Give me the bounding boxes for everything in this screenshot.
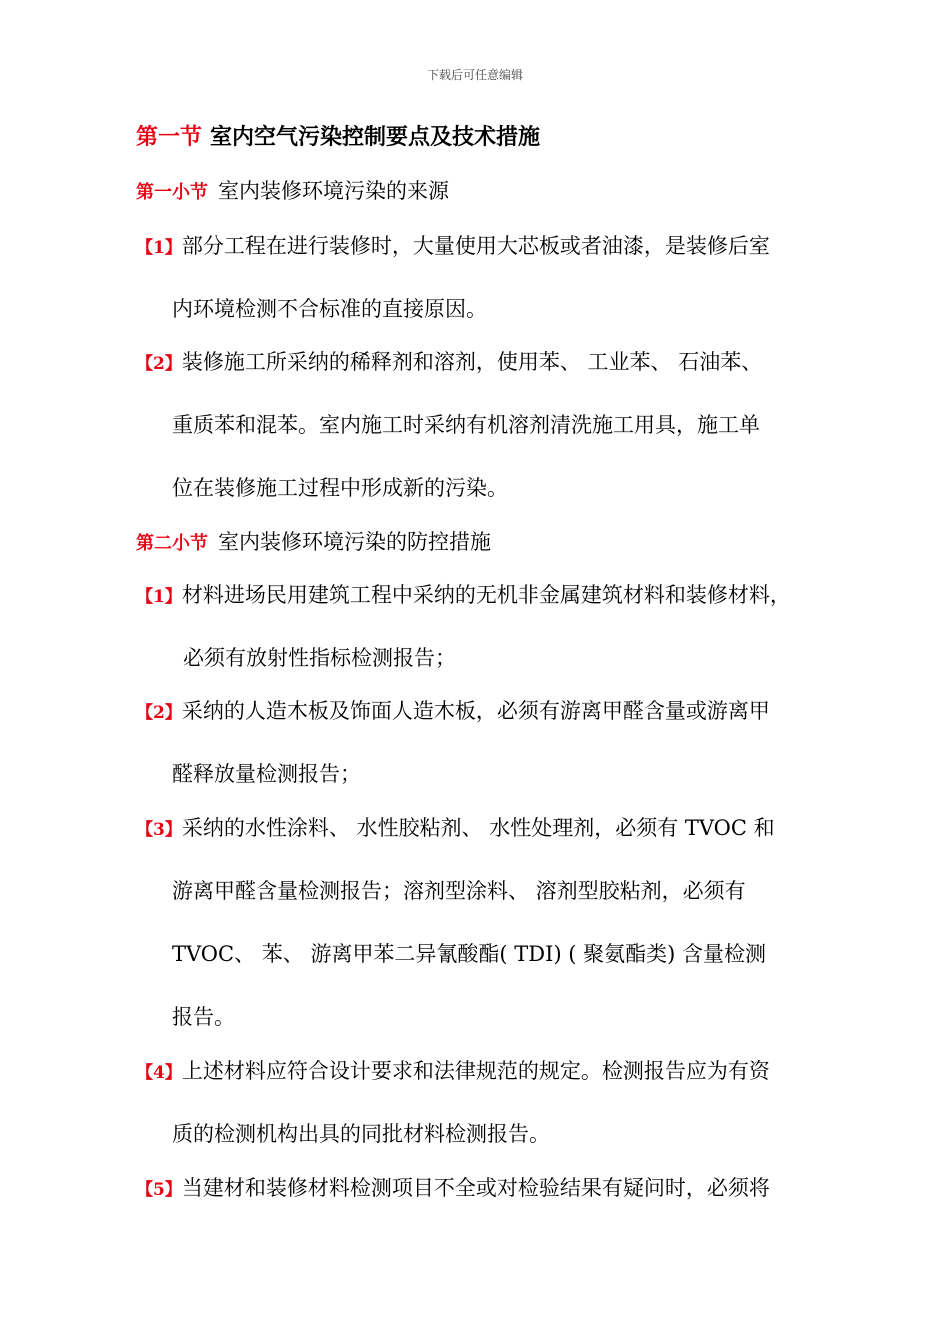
item-text-continued: 报告。 <box>172 1005 235 1029</box>
item-text-continued: 内环境检测不合标准的直接原因。 <box>172 297 487 321</box>
item-text: 采纳的人造木板及饰面人造木板，必须有游离甲醛含量或游离甲 <box>181 699 770 723</box>
item-text-continued: TVOC、 苯、 游离甲苯二异氰酸酯( TDI) ( 聚氨酯类) 含量检测 <box>172 942 767 966</box>
item-number: 【5】 <box>136 1180 182 1200</box>
subsection-heading <box>136 527 491 559</box>
item-text: 当建材和装修材料检测项目不全或对检验结果有疑问时，必须将 <box>181 1176 770 1200</box>
list-item <box>136 1056 770 1088</box>
subsection-title: 室内装修环境污染的防控措施 <box>218 530 491 554</box>
item-text-continued: 质的检测机构出具的同批材料检测报告。 <box>172 1122 550 1146</box>
item-text-continued: 位在装修施工过程中形成新的污染。 <box>172 476 508 500</box>
list-item <box>136 580 791 612</box>
item-text-continued: 游离甲醛含量检测报告；溶剂型涂料、 溶剂型胶粘剂，必须有 <box>172 879 746 903</box>
item-text-continued: 必须有放射性指标检测报告； <box>183 646 456 670</box>
item-text-continued: 醛释放量检测报告； <box>172 762 361 786</box>
section-heading <box>136 122 540 152</box>
item-number: 【1】 <box>136 587 182 607</box>
item-number: 【2】 <box>136 354 182 374</box>
item-number: 【4】 <box>136 1063 182 1083</box>
section-number: 第一节 <box>136 124 203 150</box>
item-text: 装修施工所采纳的稀释剂和溶剂，使用苯、 工业苯、 石油苯、 <box>181 350 763 374</box>
item-text: 上述材料应符合设计要求和法律规范的规定。检测报告应为有资 <box>181 1059 770 1083</box>
subsection-heading <box>136 176 449 208</box>
item-number: 【1】 <box>136 238 182 258</box>
list-item <box>136 813 775 845</box>
subsection-number: 第二小节 <box>136 533 208 554</box>
item-text-continued: 重质苯和混苯。室内施工时采纳有机溶剂清洗施工用具，施工单 <box>172 413 760 437</box>
item-text: 部分工程在进行装修时，大量使用大芯板或者油漆，是装修后室 <box>181 234 770 258</box>
item-number: 【2】 <box>136 703 182 723</box>
subsection-title: 室内装修环境污染的来源 <box>218 179 449 203</box>
subsection-number: 第一小节 <box>136 182 208 203</box>
item-number: 【3】 <box>136 820 182 840</box>
list-item <box>136 231 770 263</box>
page-header: 下载后可任意编辑 <box>426 68 523 82</box>
item-text: 材料进场民用建筑工程中采纳的无机非金属建筑材料和装修材料， <box>181 583 791 607</box>
list-item <box>136 1173 770 1205</box>
list-item <box>136 347 762 379</box>
list-item <box>136 696 770 728</box>
section-title: 室内空气污染控制要点及技术措施 <box>210 124 541 150</box>
item-text: 采纳的水性涂料、 水性胶粘剂、 水性处理剂，必须有 TVOC 和 <box>181 816 775 840</box>
